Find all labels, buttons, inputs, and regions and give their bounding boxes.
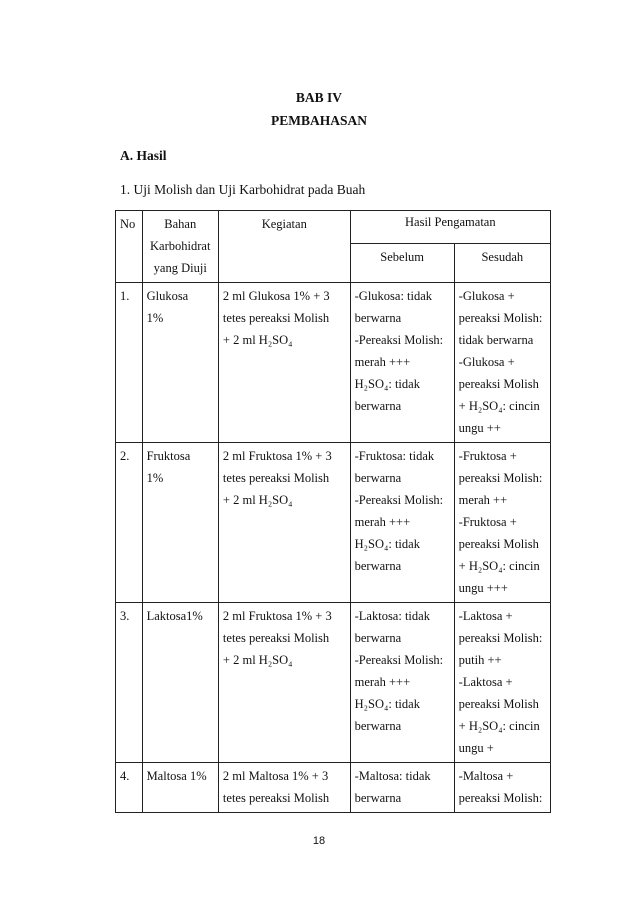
- results-table: [115, 210, 551, 813]
- cell-sesudah: [454, 763, 550, 813]
- cell-line: -Laktosa +: [458, 675, 513, 689]
- cell-line: Maltosa 1%: [146, 769, 207, 783]
- cell-line: -Pereaksi Molish:: [354, 653, 444, 667]
- cell-line: pereaksi Molish:: [458, 631, 543, 645]
- cell-line: pereaksi Molish:: [458, 471, 543, 485]
- cell-line: -Maltosa: tidak: [354, 769, 431, 783]
- chapter-title: PEMBAHASAN: [270, 113, 367, 128]
- cell-line: tetes pereaksi Molish: [222, 631, 330, 645]
- cell-line: 1%: [146, 311, 164, 325]
- cell-line: berwarna: [354, 791, 402, 805]
- cell-line: tetes pereaksi Molish: [222, 791, 330, 805]
- cell-line: -Laktosa: tidak: [354, 609, 430, 623]
- header-hasil: Hasil Pengamatan: [350, 211, 550, 244]
- cell-bahan: [142, 763, 218, 813]
- section-heading: A. Hasil: [120, 148, 167, 163]
- table-row: [116, 443, 551, 603]
- cell-line: tidak berwarna: [458, 333, 534, 347]
- header-bahan-line: Bahan: [164, 217, 197, 231]
- cell-line: + H₂SO₄: cincin: [458, 559, 540, 573]
- header-kegiatan: Kegiatan: [218, 211, 350, 283]
- cell-line: H₂SO₄: tidak: [354, 537, 420, 551]
- cell-line: + H₂SO₄: cincin: [458, 719, 540, 733]
- chapter-number: BAB IV: [295, 90, 343, 105]
- cell-sebelum: [350, 283, 454, 443]
- cell-line: + 2 ml H₂SO₄: [222, 653, 293, 667]
- cell-line: berwarna: [354, 471, 402, 485]
- cell-sesudah: [454, 283, 550, 443]
- cell-line: pereaksi Molish: [458, 697, 539, 711]
- cell-line: 2 ml Fruktosa 1% + 3: [222, 449, 332, 463]
- cell-line: 2 ml Glukosa 1% + 3: [222, 289, 330, 303]
- cell-sebelum: [350, 443, 454, 603]
- cell-kegiatan: [218, 603, 350, 763]
- cell-line: 1%: [146, 471, 164, 485]
- cell-line: H₂SO₄: tidak: [354, 697, 420, 711]
- cell-sesudah: [454, 603, 550, 763]
- header-bahan: [142, 211, 218, 283]
- table-row: [116, 603, 551, 763]
- cell-kegiatan: [218, 763, 350, 813]
- cell-line: 2 ml Maltosa 1% + 3: [222, 769, 329, 783]
- cell-line: pereaksi Molish:: [458, 311, 543, 325]
- cell-line: berwarna: [354, 311, 402, 325]
- cell-bahan: [142, 443, 218, 603]
- cell-kegiatan: [218, 443, 350, 603]
- cell-line: berwarna: [354, 399, 402, 413]
- cell-sebelum: [350, 603, 454, 763]
- cell-kegiatan: [218, 283, 350, 443]
- cell-line: merah +++: [354, 355, 411, 369]
- cell-line: Glukosa: [146, 289, 189, 303]
- cell-line: berwarna: [354, 631, 402, 645]
- table-row: [116, 283, 551, 443]
- cell-no: 1.: [116, 283, 143, 443]
- page-number: 18: [312, 835, 326, 847]
- cell-line: -Laktosa +: [458, 609, 513, 623]
- cell-line: putih ++: [458, 653, 502, 667]
- cell-line: -Glukosa: tidak: [354, 289, 433, 303]
- header-bahan-line: yang Diuji: [153, 261, 207, 275]
- subsection-heading: 1. Uji Molish dan Uji Karbohidrat pada Buah: [120, 182, 366, 197]
- cell-line: -Fruktosa +: [458, 449, 517, 463]
- cell-line: berwarna: [354, 559, 402, 573]
- cell-line: -Glukosa +: [458, 289, 515, 303]
- header-no: No: [116, 211, 143, 283]
- cell-no: 4.: [116, 763, 143, 813]
- cell-line: -Pereaksi Molish:: [354, 333, 444, 347]
- cell-line: + H₂SO₄: cincin: [458, 399, 540, 413]
- table-header-row: [116, 211, 551, 244]
- cell-line: ungu ++: [458, 421, 501, 435]
- header-bahan-line: Karbohidrat: [150, 239, 211, 253]
- cell-line: ungu +++: [458, 581, 508, 595]
- cell-line: pereaksi Molish: [458, 377, 539, 391]
- cell-bahan: [142, 283, 218, 443]
- cell-line: + 2 ml H₂SO₄: [222, 333, 293, 347]
- cell-no: 2.: [116, 443, 143, 603]
- cell-line: Laktosa1%: [146, 609, 203, 623]
- cell-line: ungu +: [458, 741, 494, 755]
- cell-line: -Maltosa +: [458, 769, 514, 783]
- cell-line: merah +++: [354, 675, 411, 689]
- cell-line: + 2 ml H₂SO₄: [222, 493, 293, 507]
- cell-sebelum: [350, 763, 454, 813]
- header-sebelum: Sebelum: [350, 244, 454, 283]
- table-row: [116, 763, 551, 813]
- cell-line: tetes pereaksi Molish: [222, 311, 330, 325]
- cell-line: pereaksi Molish: [458, 537, 539, 551]
- cell-line: -Fruktosa: tidak: [354, 449, 435, 463]
- cell-sesudah: [454, 443, 550, 603]
- cell-line: -Fruktosa +: [458, 515, 517, 529]
- header-sesudah: Sesudah: [454, 244, 550, 283]
- cell-line: merah +++: [354, 515, 411, 529]
- cell-line: berwarna: [354, 719, 402, 733]
- cell-line: 2 ml Fruktosa 1% + 3: [222, 609, 332, 623]
- cell-line: -Glukosa +: [458, 355, 515, 369]
- cell-no: 3.: [116, 603, 143, 763]
- cell-line: -Pereaksi Molish:: [354, 493, 444, 507]
- cell-line: H₂SO₄: tidak: [354, 377, 420, 391]
- cell-line: tetes pereaksi Molish: [222, 471, 330, 485]
- cell-bahan: [142, 603, 218, 763]
- cell-line: Fruktosa: [146, 449, 191, 463]
- cell-line: merah ++: [458, 493, 508, 507]
- cell-line: pereaksi Molish:: [458, 791, 543, 805]
